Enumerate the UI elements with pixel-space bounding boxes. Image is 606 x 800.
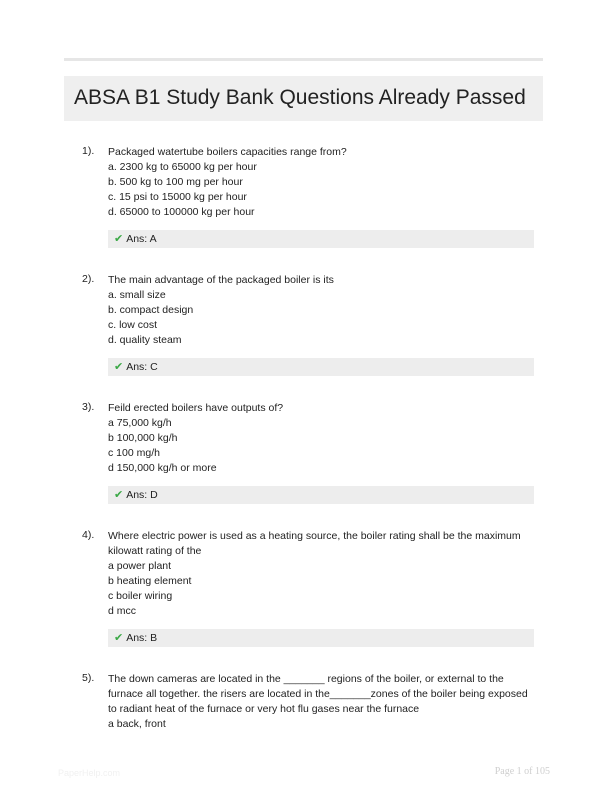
option-d: d 150,000 kg/h or more <box>108 462 217 474</box>
option-a: a back, front <box>108 718 166 730</box>
option-c: c boiler wiring <box>108 590 173 602</box>
question-5 <box>82 672 542 732</box>
question-1 <box>82 145 542 220</box>
answer-box-4 <box>108 629 534 647</box>
check-icon: ✔ <box>114 632 124 644</box>
question-number: 1). <box>82 145 95 157</box>
option-d: d mcc <box>108 605 137 617</box>
page-title: ABSA B1 Study Bank Questions Already Passed <box>74 86 526 109</box>
option-a: a. 2300 kg to 65000 kg per hour <box>108 161 257 173</box>
question-text-cont: furnace all together. the risers are located in the_______zones of the boiler being exposed <box>108 688 528 700</box>
check-icon: ✔ <box>114 361 124 373</box>
answer-text: Ans: B <box>126 632 158 644</box>
option-a: a power plant <box>108 560 172 572</box>
footer-watermark: PaperHelp.com <box>58 768 121 778</box>
page-number: Page 1 of 105 <box>494 766 550 777</box>
answer-box-2 <box>108 358 534 376</box>
question-text-cont: kilowatt rating of the <box>108 545 202 557</box>
option-c: c. low cost <box>108 319 158 331</box>
top-rule <box>64 58 543 61</box>
question-2 <box>82 273 542 348</box>
option-a: a 75,000 kg/h <box>108 417 172 429</box>
option-c: c 100 mg/h <box>108 447 160 459</box>
answer-box-3 <box>108 486 534 504</box>
answer-box-1 <box>108 230 534 248</box>
question-text-cont: to radiant heat of the furnace or very hot flu gases near the furnace <box>108 703 420 715</box>
check-icon: ✔ <box>114 233 124 245</box>
question-text: Packaged watertube boilers capacities range from? <box>108 146 347 158</box>
option-a: a. small size <box>108 289 166 301</box>
question-text: Where electric power is used as a heating source, the boiler rating shall be the maximum <box>108 530 521 542</box>
question-4 <box>82 529 542 619</box>
option-b: b. compact design <box>108 304 194 316</box>
question-number: 3). <box>82 401 95 413</box>
question-number: 2). <box>82 273 95 285</box>
option-d: d. 65000 to 100000 kg per hour <box>108 206 255 218</box>
option-c: c. 15 psi to 15000 kg per hour <box>108 191 247 203</box>
answer-text: Ans: D <box>126 489 158 501</box>
option-b: b 100,000 kg/h <box>108 432 178 444</box>
question-number: 4). <box>82 529 95 541</box>
check-icon: ✔ <box>114 489 124 501</box>
answer-text: Ans: C <box>126 361 158 373</box>
question-text: The main advantage of the packaged boiler is its <box>108 274 334 286</box>
answer-text: Ans: A <box>126 233 157 245</box>
title-bar <box>64 76 543 121</box>
option-b: b. 500 kg to 100 mg per hour <box>108 176 243 188</box>
question-text: The down cameras are located in the _______ regions of the boiler, or external to the <box>108 673 504 685</box>
option-d: d. quality steam <box>108 334 182 346</box>
question-text: Feild erected boilers have outputs of? <box>108 402 284 414</box>
question-3 <box>82 401 542 476</box>
question-number: 5). <box>82 672 95 684</box>
option-b: b heating element <box>108 575 192 587</box>
